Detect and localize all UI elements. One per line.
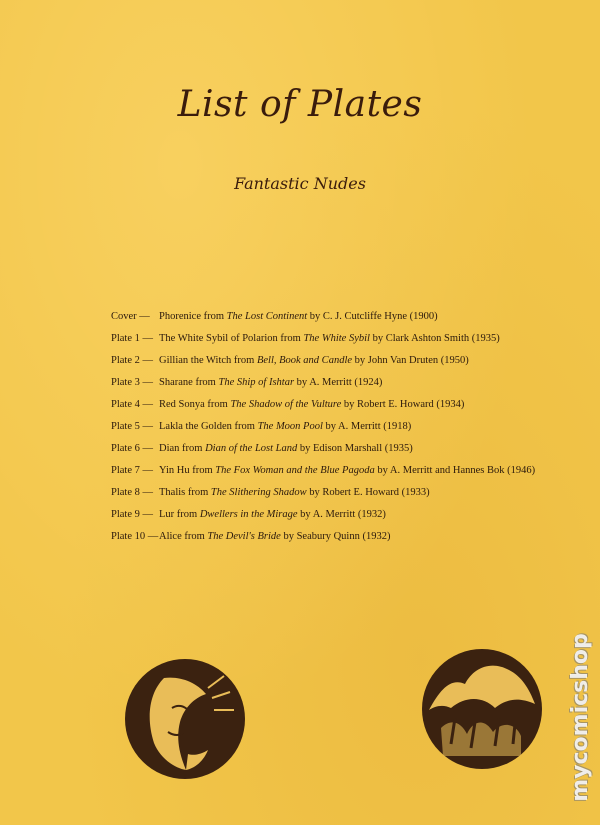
- plate-work-title: The Lost Continent: [226, 311, 308, 322]
- page-subtitle: Fantastic Nudes: [234, 174, 366, 193]
- plate-subject: Phorenice from: [159, 311, 227, 322]
- plate-author: by Seabury Quinn (1932): [280, 531, 391, 542]
- plate-entry: [111, 504, 551, 526]
- plate-entry: [111, 416, 551, 438]
- plate-author: by Clark Ashton Smith (1935): [369, 333, 500, 344]
- plate-entry: [111, 350, 551, 372]
- plate-label: Plate 1 —: [111, 333, 153, 344]
- plate-work-title: The Ship of Ishtar: [218, 377, 295, 388]
- plate-author: by Robert E. Howard (1934): [341, 399, 465, 410]
- plate-list: [111, 306, 551, 548]
- plate-description: [159, 416, 411, 438]
- plate-label: Plate 2 —: [111, 355, 153, 366]
- plate-label: Plate 3 —: [111, 377, 153, 388]
- plate-description: [159, 504, 386, 526]
- plate-author: by John Van Druten (1950): [352, 355, 469, 366]
- plate-work-title: Bell, Book and Candle: [256, 355, 353, 366]
- plate-work-title: The Devil's Bride: [207, 531, 281, 542]
- plate-author: by A. Merritt (1924): [294, 377, 383, 388]
- plate-subject: Red Sonya from: [159, 399, 231, 410]
- plate-description: [159, 526, 390, 548]
- plate-author: by A. Merritt and Hannes Bok (1946): [374, 465, 536, 476]
- plate-description: [159, 372, 382, 394]
- plate-description: [159, 328, 500, 350]
- plate-entry: [111, 438, 551, 460]
- plate-label: Plate 4 —: [111, 399, 153, 410]
- plate-description: [159, 350, 469, 372]
- plate-description: [159, 394, 464, 416]
- plate-work-title: The Moon Pool: [257, 421, 323, 432]
- plate-work-title: The Shadow of the Vulture: [230, 399, 342, 410]
- portrait-medallion-illustration: [124, 658, 246, 780]
- plate-work-title: The Slithering Shadow: [210, 487, 307, 498]
- plate-author: by A. Merritt (1932): [297, 509, 386, 520]
- plate-entry: [111, 328, 551, 350]
- plate-work-title: Dian of the Lost Land: [205, 443, 298, 454]
- page-title: List of Plates: [177, 84, 423, 125]
- plate-subject: The White Sybil of Polarion from: [159, 333, 304, 344]
- plate-entry: [111, 526, 551, 548]
- plate-description: [159, 438, 413, 460]
- landscape-medallion-illustration: [421, 648, 543, 770]
- watermark-text: mycomicshop: [567, 633, 593, 802]
- plate-entry: [111, 306, 551, 328]
- plate-subject: Lakla the Golden from: [159, 421, 258, 432]
- plate-subject: Alice from: [159, 531, 208, 542]
- plate-label: Plate 6 —: [111, 443, 153, 454]
- plate-subject: Yin Hu from: [159, 465, 216, 476]
- plate-label: Cover —: [111, 311, 150, 322]
- plate-description: [159, 482, 430, 504]
- plate-subject: Dian from: [159, 443, 206, 454]
- plate-entry: [111, 394, 551, 416]
- plate-label: Plate 8 —: [111, 487, 153, 498]
- plate-subject: Thalis from: [159, 487, 211, 498]
- plate-description: [159, 306, 438, 328]
- plate-description: [159, 460, 535, 482]
- plate-subject: Sharane from: [159, 377, 219, 388]
- plate-entry: [111, 372, 551, 394]
- plate-work-title: The White Sybil: [303, 333, 370, 344]
- plate-author: by A. Merritt (1918): [322, 421, 412, 432]
- plate-label: Plate 5 —: [111, 421, 153, 432]
- watermark: [560, 610, 600, 825]
- plate-work-title: Dwellers in the Mirage: [199, 509, 298, 520]
- plate-entry: [111, 482, 551, 504]
- plate-subject: Gillian the Witch from: [159, 355, 257, 366]
- plate-author: by C. J. Cutcliffe Hyne (1900): [307, 311, 438, 322]
- plate-label: Plate 7 —: [111, 465, 153, 476]
- plate-author: by Edison Marshall (1935): [297, 443, 413, 454]
- plate-author: by Robert E. Howard (1933): [306, 487, 430, 498]
- plate-work-title: The Fox Woman and the Blue Pagoda: [215, 465, 375, 476]
- plate-label: Plate 10 —: [111, 531, 159, 542]
- plate-subject: Lur from: [159, 509, 200, 520]
- plate-label: Plate 9 —: [111, 509, 153, 520]
- plate-entry: [111, 460, 551, 482]
